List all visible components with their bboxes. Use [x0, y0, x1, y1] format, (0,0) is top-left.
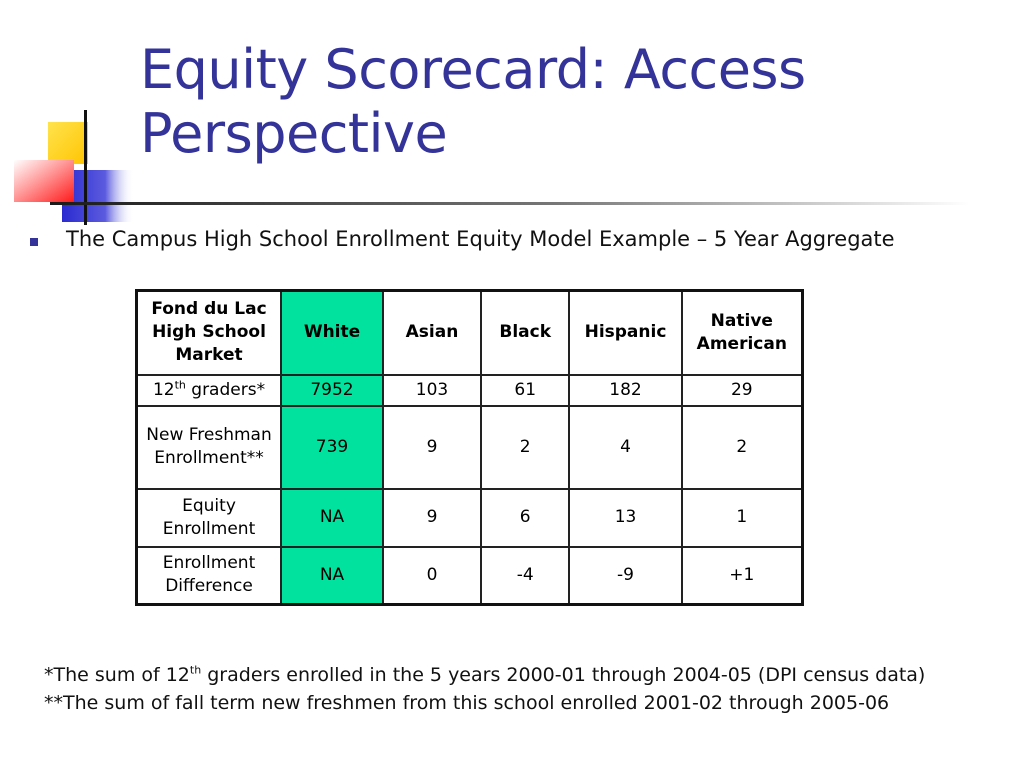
cell-value: 4	[569, 406, 681, 488]
table-header-row	[137, 291, 803, 375]
row-label-new-freshman: New Freshman Enrollment**	[137, 406, 282, 488]
row-label-12th-graders: 12th graders*	[137, 375, 282, 407]
cell-value: 0	[383, 547, 481, 605]
cell-value: NA	[281, 547, 383, 605]
header-native-american: Native American	[682, 291, 803, 375]
footnote-2: **The sum of fall term new freshmen from this school enrolled 2001-02 through 2005-06	[44, 692, 890, 714]
cell-value: -9	[569, 547, 681, 605]
row-label-enrollment-difference: Enrollment Difference	[137, 547, 282, 605]
bullet-text: The Campus High School Enrollment Equity Model Example – 5 Year Aggregate	[66, 227, 895, 251]
cell-value: NA	[281, 489, 383, 547]
table-row	[137, 406, 803, 488]
cell-value: 13	[569, 489, 681, 547]
table-row	[137, 547, 803, 605]
cell-value: 2	[481, 406, 569, 488]
vertical-line	[84, 110, 87, 225]
cell-value: -4	[481, 547, 569, 605]
table-row	[137, 375, 803, 407]
slide-title: Equity Scorecard: Access Perspective	[140, 38, 806, 165]
cell-value: 9	[383, 406, 481, 488]
title-underline	[50, 202, 970, 205]
header-black: Black	[481, 291, 569, 375]
decorative-squares-logo	[0, 0, 140, 230]
header-market: Fond du Lac High School Market	[137, 291, 282, 375]
cell-value: 1	[682, 489, 803, 547]
red-square	[14, 160, 74, 202]
cell-value: 29	[682, 375, 803, 407]
cell-value: 2	[682, 406, 803, 488]
header-hispanic: Hispanic	[569, 291, 681, 375]
footnote-1: *The sum of 12th graders enrolled in the 5 years 2000-01 through 2004-05 (DPI census data)	[44, 663, 926, 686]
cell-value: 7952	[281, 375, 383, 407]
header-asian: Asian	[383, 291, 481, 375]
cell-value: +1	[682, 547, 803, 605]
enrollment-equity-table	[135, 289, 804, 606]
yellow-square	[48, 122, 88, 164]
cell-value: 61	[481, 375, 569, 407]
cell-value: 103	[383, 375, 481, 407]
bullet-square-icon	[30, 238, 38, 246]
cell-value: 9	[383, 489, 481, 547]
cell-value: 6	[481, 489, 569, 547]
table-row	[137, 489, 803, 547]
cell-value: 739	[281, 406, 383, 488]
header-white: White	[281, 291, 383, 375]
cell-value: 182	[569, 375, 681, 407]
row-label-equity-enrollment: Equity Enrollment	[137, 489, 282, 547]
